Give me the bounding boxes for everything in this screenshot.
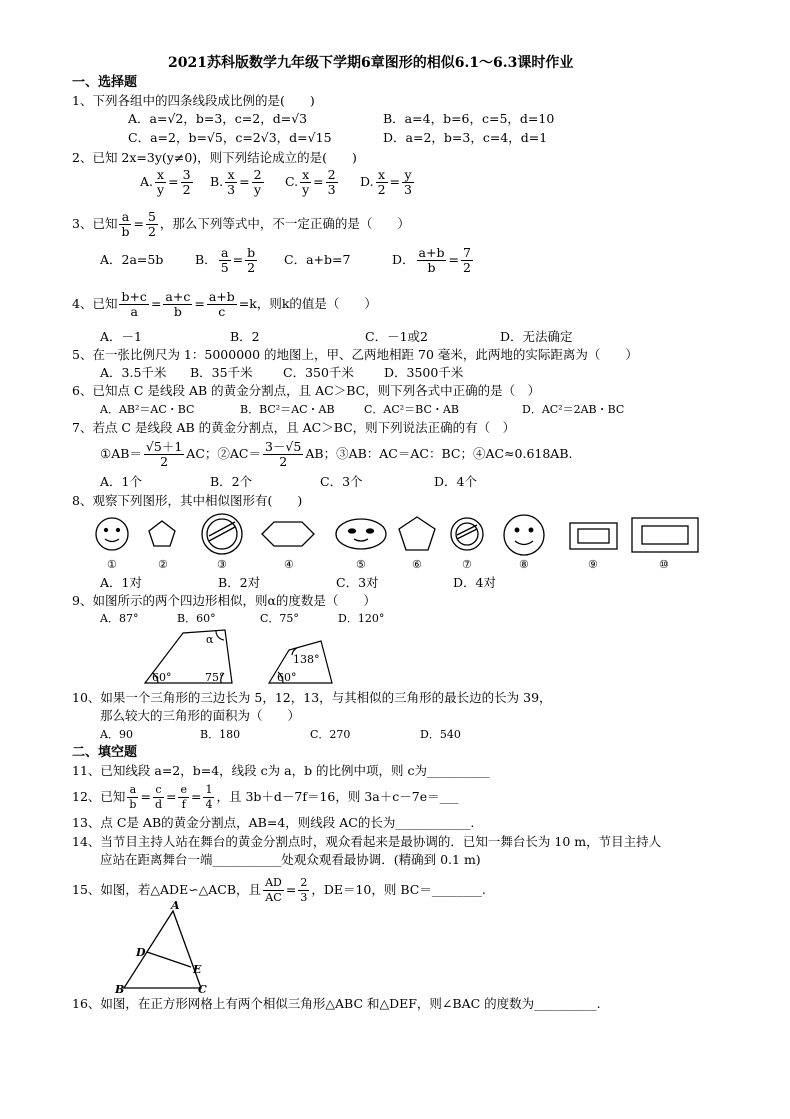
section-choice-heading: 一、选择题	[72, 75, 138, 90]
q10-stem-2: 那么较大的三角形的面积为（ ）	[100, 708, 301, 723]
segment-de-shape	[147, 952, 191, 967]
q12-text: 12、已知 $\frac{a}{b}$ = $\frac{c}{d}$ = $\frac{e}{f}$ = $\frac{1}{4}$ ，且 3b＋d－7f＝16，则 3a＋c－7e＝___	[72, 783, 459, 811]
page-title: 2021苏科版数学九年级下学期6章图形的相似6.1～6.3课时作业	[168, 55, 574, 71]
q6-option-c: C．AC²＝BC・AB	[364, 403, 459, 416]
q8-label-9: ⑨	[588, 558, 598, 571]
q5-option-d: D．3500千米	[384, 365, 464, 380]
q7-option-d: D．4个	[434, 474, 477, 489]
q1-option-b: B．a=4，b=6，c=5，d=10	[383, 111, 555, 126]
q6-option-a: A．AB²＝AC・BC	[100, 403, 195, 416]
q8-label-1: ①	[107, 558, 117, 571]
q8-label-4: ④	[284, 558, 294, 571]
q2-option-c: C. $\frac{x}{y}$ = $\frac{2}{3}$	[285, 167, 336, 197]
q15-text: 15、如图，若△ADE∽△ACB，且 $\frac{AD}{AC}$ = $\frac{2}{3}$ ，DE＝10，则 BC＝________.	[72, 876, 486, 904]
q10-option-b: B．180	[200, 728, 241, 741]
q8-option-d: D．4对	[453, 575, 496, 590]
q4-option-d: D．无法确定	[500, 329, 573, 344]
q6-option-b: B．BC²＝AC・AB	[240, 403, 335, 416]
q9-option-a: A．87°	[100, 612, 139, 625]
q9-stem: 9、如图所示的两个四边形相似，则α的度数是（ ）	[72, 593, 376, 608]
q7-option-c: C．3个	[320, 474, 363, 489]
q8-label-2: ②	[158, 558, 168, 571]
q13-text: 13、点 C是 AB的黄金分割点，AB=4，则线段 AC的长为____________.	[72, 815, 475, 830]
q3-stem: 3、已知 $\frac{a}{b}$ = $\frac{5}{2}$ ，那么下列等式中，不一定正确的是（ ）	[72, 209, 410, 239]
q8-label-5: ⑤	[356, 558, 366, 571]
q5-stem: 5、在一张比例尺为 1：5000000 的地图上，甲、乙两地相距 70 毫米，此两地的实际距离为（ ）	[72, 347, 638, 362]
q9-option-c: C．75°	[260, 612, 299, 625]
q1-option-c: C．a=2，b=√5，c=2√3，d=√15	[128, 130, 332, 145]
q4-option-b: B．2	[230, 329, 260, 344]
q15-label-d: D	[136, 946, 146, 959]
q8-option-a: A．1对	[100, 575, 142, 590]
q8-label-7: ⑦	[462, 558, 472, 571]
q7-statements: ①AB＝ $\frac{√5+1}{2}$ AC；②AC＝ $\frac{3-√5}{2}$ AB；③AB：AC＝AC：BC；④AC≈0.618AB.	[100, 439, 573, 469]
q9-angle-138-label: 138°	[293, 653, 320, 666]
q3-option-a: A．2a=5b	[100, 252, 164, 267]
q3-option-c: C．a+b=7	[284, 252, 351, 267]
q15-label-c: C	[198, 983, 207, 996]
q11-text: 11、已知线段 a=2，b=4，线段 c为 a，b 的比例中项，则 c为__________	[72, 763, 490, 778]
q9-angle-60b-label: 60°	[277, 671, 297, 684]
q1-stem: 1、下列各组中的四条线段成比例的是( )	[72, 93, 315, 108]
q2-stem: 2、已知 2x=3y(y≠0)，则下列结论成立的是( )	[72, 150, 357, 165]
q9-angle-75-label: 75°	[205, 671, 225, 684]
q8-label-8: ⑧	[519, 558, 529, 571]
q15-label-e: E	[193, 963, 202, 976]
q5-option-b: B．35千米	[190, 365, 253, 380]
q4-option-c: C．－1或2	[365, 329, 428, 344]
q14-text-2: 应站在距离舞台一端___________处观众观看最协调．(精确到 0.1 m)	[100, 852, 481, 867]
q7-option-b: B．2个	[210, 474, 253, 489]
q9-angle-60-label: 60°	[152, 671, 172, 684]
q4-option-a: A．－1	[100, 329, 142, 344]
q5-option-c: C．350千米	[283, 365, 354, 380]
q10-option-d: D．540	[420, 728, 461, 741]
q2-option-b: B. $\frac{x}{3}$ = $\frac{2}{y}$	[210, 167, 262, 197]
q8-option-b: B．2对	[218, 575, 261, 590]
q7-stem: 7、若点 C 是线段 AB 的黄金分割点，且 AC＞BC，则下列说法正确的有（ ）	[72, 420, 516, 435]
q9-option-d: D．120°	[338, 612, 385, 625]
q2-option-a: A. $\frac{x}{y}$ = $\frac{3}{2}$	[140, 167, 191, 197]
q10-option-a: A．90	[100, 728, 133, 741]
q8-stem: 8、观察下列图形，其中相似图形有( )	[72, 493, 303, 508]
q3-option-b: B． $\frac{a}{5}$ = $\frac{b}{2}$	[195, 245, 256, 275]
q6-stem: 6、已知点 C 是线段 AB 的黄金分割点，且 AC＞BC，则下列各式中正确的是（ ）	[72, 383, 541, 398]
q3-option-d: D． $\frac{a+b}{b}$ = $\frac{7}{2}$	[392, 245, 471, 275]
q10-stem: 10、如果一个三角形的三边长为 5，12，13，与其相似的三角形的最长边的长为 39，	[72, 690, 552, 705]
q1-option-a: A．a=√2，b=3，c=2，d=√3	[128, 111, 308, 126]
q8-label-3: ③	[217, 558, 227, 571]
q2-option-d: D. $\frac{x}{2}$ = $\frac{y}{3}$	[360, 167, 412, 197]
q7-option-a: A．1个	[100, 474, 142, 489]
q15-label-a: A	[171, 899, 180, 912]
q16-text: 16、如图，在正方形网格上有两个相似三角形△ABC 和△DEF，则∠BAC 的度数为__________.	[72, 996, 601, 1011]
q15-label-b: B	[115, 983, 125, 996]
q6-option-d: D．AC²＝2AB・BC	[522, 403, 625, 416]
q9-alpha-label: α	[206, 633, 214, 646]
q8-label-6: ⑥	[412, 558, 422, 571]
q14-text: 14、当节目主持人站在舞台的黄金分割点时，观众看起来是最协调的．已知一舞台长为 10 m，节目主持人	[72, 834, 662, 849]
q9-option-b: B．60°	[177, 612, 216, 625]
q4-stem: 4、已知 $\frac{b+c}{a}$ = $\frac{a+c}{b}$ = $\frac{a+b}{c}$ =k，则k的值是（ ）	[72, 289, 377, 319]
q8-label-10: ⑩	[659, 558, 669, 571]
q10-option-c: C．270	[310, 728, 351, 741]
q8-option-c: C．3对	[336, 575, 379, 590]
section-fill-heading: 二、填空题	[72, 745, 138, 760]
q1-option-d: D．a=2，b=3，c=4，d=1	[383, 130, 548, 145]
q5-option-a: A．3.5千米	[100, 365, 167, 380]
